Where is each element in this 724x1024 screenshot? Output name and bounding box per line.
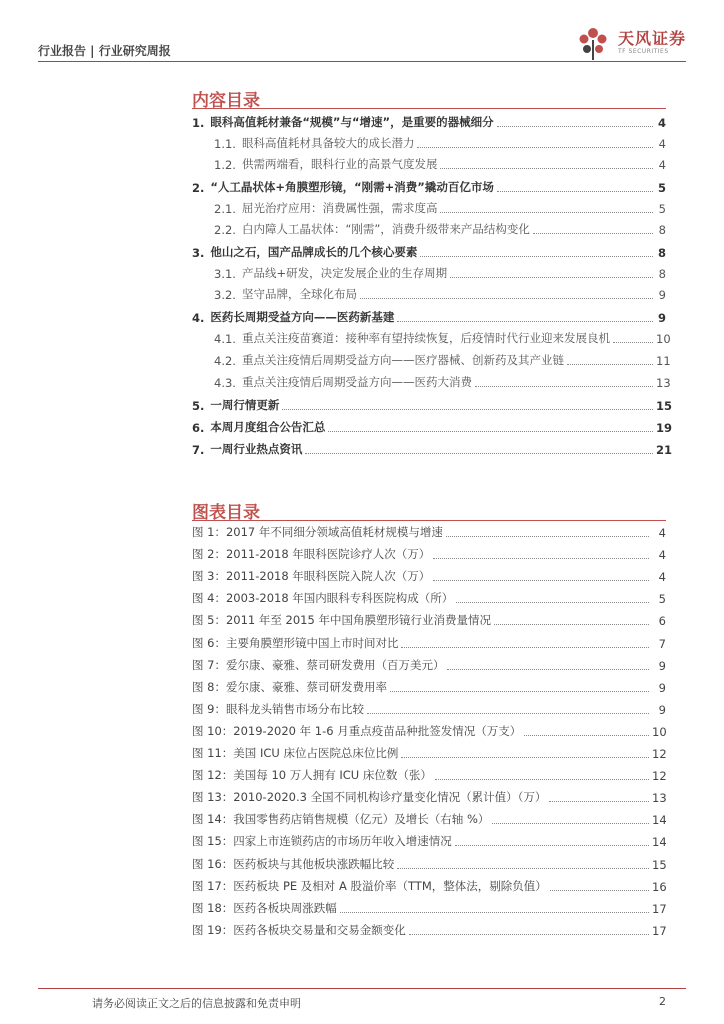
figure-entry-label: 图 9：眼科龙头销售市场分布比较: [192, 701, 364, 716]
toc-entry-page: 5: [657, 181, 666, 195]
company-logo: [572, 24, 686, 62]
dot-leader: [440, 168, 653, 169]
toc-entry-page: 9: [657, 311, 666, 325]
figure-entry[interactable]: [192, 657, 666, 673]
toc-entry-page: 8: [657, 246, 666, 260]
figure-entry-label: 图 12：美国每 10 万人拥有 ICU 床位数（张）: [192, 768, 432, 783]
toc-entry-label: 眼科高值耗材兼备“规模”与“增速”，是重要的器械细分: [210, 115, 494, 129]
dot-leader: [497, 126, 653, 127]
toc-entry[interactable]: [192, 114, 666, 130]
toc-entry-page: 4: [658, 137, 666, 151]
dot-leader: [367, 713, 649, 714]
figure-entry[interactable]: [192, 878, 666, 894]
figure-entry[interactable]: [192, 568, 666, 584]
toc-entry-label: 眼科高值耗材具备较大的成长潜力: [241, 136, 415, 150]
figure-entry-page: 12: [652, 747, 667, 761]
figure-entry-page: 5: [658, 592, 666, 607]
toc-entry-number: 5.: [192, 399, 205, 413]
toc-entry-page: 13: [656, 376, 671, 390]
toc-entry-number: 4.3.: [214, 376, 236, 390]
toc-entry-number: 2.2.: [214, 223, 236, 237]
figure-entry-page: 16: [652, 879, 667, 894]
toc-entry-page: 15: [656, 399, 673, 413]
figure-entry-page: 9: [658, 702, 666, 717]
figure-entry-label: 图 14：我国零售药店销售规模（亿元）及增长（右轴 %）: [192, 812, 490, 827]
figure-entry[interactable]: [192, 767, 666, 783]
figure-entry-page: 15: [652, 857, 667, 872]
dot-leader: [613, 342, 653, 343]
toc-entry-number: 1.: [192, 116, 205, 130]
figure-entry-page: 4: [658, 526, 666, 540]
toc-entry[interactable]: [192, 156, 666, 172]
figure-entry-label: 图 16：医药板块与其他板块涨跌幅比较: [192, 856, 395, 871]
figure-entry[interactable]: [192, 635, 666, 651]
toc-entry-page: 11: [656, 354, 671, 368]
toc-entry[interactable]: [192, 441, 673, 457]
figure-entry[interactable]: [192, 524, 666, 540]
figure-entry[interactable]: [192, 745, 666, 761]
figure-entry-label: 图 6：主要角膜塑形镜中国上市时间对比: [192, 635, 399, 650]
figure-entry[interactable]: [192, 856, 666, 872]
dot-leader: [397, 868, 649, 869]
toc-entry-page: 4: [657, 116, 666, 130]
toc-entry[interactable]: [192, 200, 666, 216]
toc-title: 内容目录: [192, 91, 260, 111]
figure-entry-label: 图 1：2017 年不同细分领域高值耗材规模与增速: [192, 525, 443, 539]
toc-entry-label: “人工晶状体+角膜塑形镜，“刚需+消费”撬动百亿市场: [210, 180, 494, 194]
toc-entry-label: 本周月度组合公告汇总: [210, 420, 326, 434]
dot-leader: [433, 580, 649, 581]
dot-leader: [550, 890, 649, 891]
figure-entry-page: 13: [652, 791, 667, 806]
dot-leader: [433, 558, 649, 559]
toc-entry-label: 一周行情更新: [210, 398, 280, 412]
dot-leader: [401, 757, 649, 758]
toc-entry-label: 白内障人工晶状体：“刚需”，消费升级带来产品结构变化: [241, 222, 530, 236]
toc-entry-number: 2.: [192, 181, 205, 195]
figure-entry-page: 17: [652, 901, 667, 916]
toc-entry[interactable]: [192, 309, 666, 325]
toc-entry-page: 9: [658, 288, 666, 302]
dot-leader: [492, 823, 649, 824]
dot-leader: [435, 779, 649, 780]
toc-entry[interactable]: [192, 419, 673, 435]
dot-leader: [409, 934, 649, 935]
dot-leader: [447, 669, 649, 670]
figure-entry-label: 图 15：四家上市连锁药店的市场历年收入增速情况: [192, 834, 452, 849]
figure-entry-page: 7: [658, 636, 666, 651]
toc-entry-label: 供需两端看，眼科行业的高景气度发展: [241, 157, 438, 171]
figure-entry-label: 图 18：医药各板块周涨跌幅: [192, 900, 337, 915]
toc-entry-page: 10: [656, 332, 671, 346]
toc-entry-label: 产品线+研发，决定发展企业的生存周期: [241, 266, 448, 280]
figure-entry[interactable]: [192, 612, 666, 628]
toc-entry-label: 重点关注疫情后周期受益方向——医疗器械、创新药及其产业链: [241, 353, 564, 367]
toc-entry[interactable]: [192, 135, 666, 151]
toc-entry[interactable]: [192, 397, 673, 413]
figures-title-underline: [192, 520, 666, 521]
figure-entry-page: 14: [652, 813, 667, 828]
footer-divider: [38, 988, 686, 989]
toc-entry-number: 6.: [192, 421, 205, 435]
toc-entry-page: 5: [658, 202, 666, 216]
dot-leader: [305, 453, 653, 454]
toc-entry[interactable]: [192, 265, 666, 281]
dot-leader: [549, 801, 649, 802]
logo-chinese-name: 天风证券: [617, 29, 686, 48]
toc-entry-page: 4: [658, 158, 666, 172]
toc-entry[interactable]: [192, 352, 671, 368]
toc-entry-number: 2.1.: [214, 202, 236, 216]
figure-entry[interactable]: [192, 789, 666, 805]
toc-title-underline: [192, 108, 666, 109]
figure-entry[interactable]: [192, 546, 666, 562]
figure-entry-label: 图 19：医药各板块交易量和交易金额变化: [192, 922, 406, 937]
figure-entry-page: 12: [652, 769, 667, 784]
figure-entry-page: 10: [652, 724, 667, 739]
logo-english-name: TF SECURITIES: [617, 48, 669, 55]
figure-entry-label: 图 11：美国 ICU 床位占医院总床位比例: [192, 746, 399, 760]
dot-leader: [417, 147, 653, 148]
figure-entry-label: 图 17：医药板块 PE 及相对 A 股溢价率（TTM，整体法，剔除负值）: [192, 878, 547, 893]
toc-entry-page: 19: [656, 421, 673, 435]
figure-entry-page: 14: [652, 835, 667, 850]
figure-entry-page: 4: [658, 548, 666, 563]
dot-leader: [533, 233, 653, 234]
dot-leader: [397, 321, 653, 322]
toc-entry-number: 1.1.: [214, 137, 236, 151]
dot-leader: [282, 409, 653, 410]
figure-entry[interactable]: [192, 701, 666, 717]
figure-entry-label: 图 8：爱尔康、豪雅、蔡司研发费用率: [192, 679, 387, 694]
dot-leader: [455, 845, 649, 846]
toc-entry-number: 4.: [192, 311, 205, 325]
toc-entry[interactable]: [192, 179, 666, 195]
toc-entry-page: 8: [658, 223, 666, 237]
figure-entry-page: 17: [652, 923, 667, 938]
toc-entry-label: 一周行业热点资讯: [210, 442, 303, 456]
figure-entry-page: 4: [658, 570, 666, 585]
toc-entry[interactable]: [192, 244, 666, 260]
dot-leader: [494, 624, 649, 625]
figure-entry-label: 图 10：2019-2020 年 1-6 月重点疫苗品种批签发情况（万支）: [192, 723, 522, 738]
figure-entry-page: 9: [658, 680, 666, 695]
toc-entry-page: 8: [658, 267, 666, 281]
toc-entry-label: 重点关注疫情后周期受益方向——医药大消费: [241, 375, 472, 389]
dot-leader: [567, 364, 653, 365]
dot-leader: [420, 256, 653, 257]
dot-leader: [328, 431, 653, 432]
figure-entry[interactable]: [192, 900, 666, 916]
figure-entry[interactable]: [192, 679, 666, 695]
toc-entry-number: 3.: [192, 246, 205, 260]
dot-leader: [440, 212, 653, 213]
dot-leader: [340, 912, 649, 913]
toc-entry[interactable]: [192, 374, 671, 390]
dot-leader: [401, 647, 649, 648]
figure-entry-label: 图 13：2010-2020.3 全国不同机构诊疗量变化情况（累计值）（万）: [192, 790, 547, 805]
toc-entry-label: 医药长周期受益方向——医药新基建: [210, 310, 395, 324]
figure-entry[interactable]: [192, 833, 666, 849]
toc-entry-label: 坚守品牌，全球化布局: [241, 287, 357, 301]
figure-entry[interactable]: [192, 590, 666, 606]
toc-entry-number: 4.1.: [214, 332, 236, 346]
figures-title: 图表目录: [192, 503, 260, 523]
toc-entry[interactable]: [192, 221, 666, 237]
dot-leader: [475, 386, 653, 387]
figure-entry[interactable]: [192, 811, 666, 827]
toc-entry-label: 重点关注疫苗赛道：接种率有望持续恢复，后疫情时代行业迎来发展良机: [241, 331, 610, 345]
figure-entry-page: 9: [658, 658, 666, 673]
toc-entry-label: 屈光治疗应用：消费属性强，需求度高: [241, 201, 438, 215]
footer-disclaimer: 请务必阅读正文之后的信息披露和免责申明: [92, 997, 301, 1010]
dot-leader: [456, 602, 649, 603]
toc-entry-page: 21: [656, 443, 673, 457]
dot-leader: [497, 191, 653, 192]
toc-entry-number: 1.2.: [214, 158, 236, 172]
toc-entry-number: 7.: [192, 443, 205, 457]
toc-entry-label: 他山之石，国产品牌成长的几个核心要素: [210, 245, 418, 259]
dot-leader: [450, 277, 653, 278]
toc-entry-number: 3.2.: [214, 288, 236, 302]
figure-entry-label: 图 2：2011-2018 年眼科医院诊疗人次（万）: [192, 547, 431, 562]
figure-entry-label: 图 4：2003-2018 年国内眼科专科医院构成（所）: [192, 591, 454, 606]
tf-flower-logo-icon: [572, 24, 614, 62]
toc-entry-number: 3.1.: [214, 267, 236, 281]
toc-entry[interactable]: [192, 286, 666, 302]
dot-leader: [390, 691, 649, 692]
figure-entry[interactable]: [192, 723, 666, 739]
dot-leader: [446, 536, 649, 537]
toc-entry-number: 4.2.: [214, 354, 236, 368]
figure-entry-label: 图 5：2011 年至 2015 年中国角膜塑形镜行业消费量情况: [192, 613, 491, 628]
page-number: 2: [659, 995, 666, 1008]
dot-leader: [360, 298, 653, 299]
figure-entry[interactable]: [192, 922, 666, 938]
figure-entry-label: 图 3：2011-2018 年眼科医院入院人次（万）: [192, 569, 431, 584]
report-category-header: 行业报告 | 行业研究周报: [38, 44, 171, 58]
toc-entry[interactable]: [192, 330, 671, 346]
dot-leader: [524, 735, 649, 736]
figure-entry-page: 6: [658, 614, 666, 629]
figure-entry-label: 图 7：爱尔康、豪雅、蔡司研发费用（百万美元）: [192, 657, 445, 672]
